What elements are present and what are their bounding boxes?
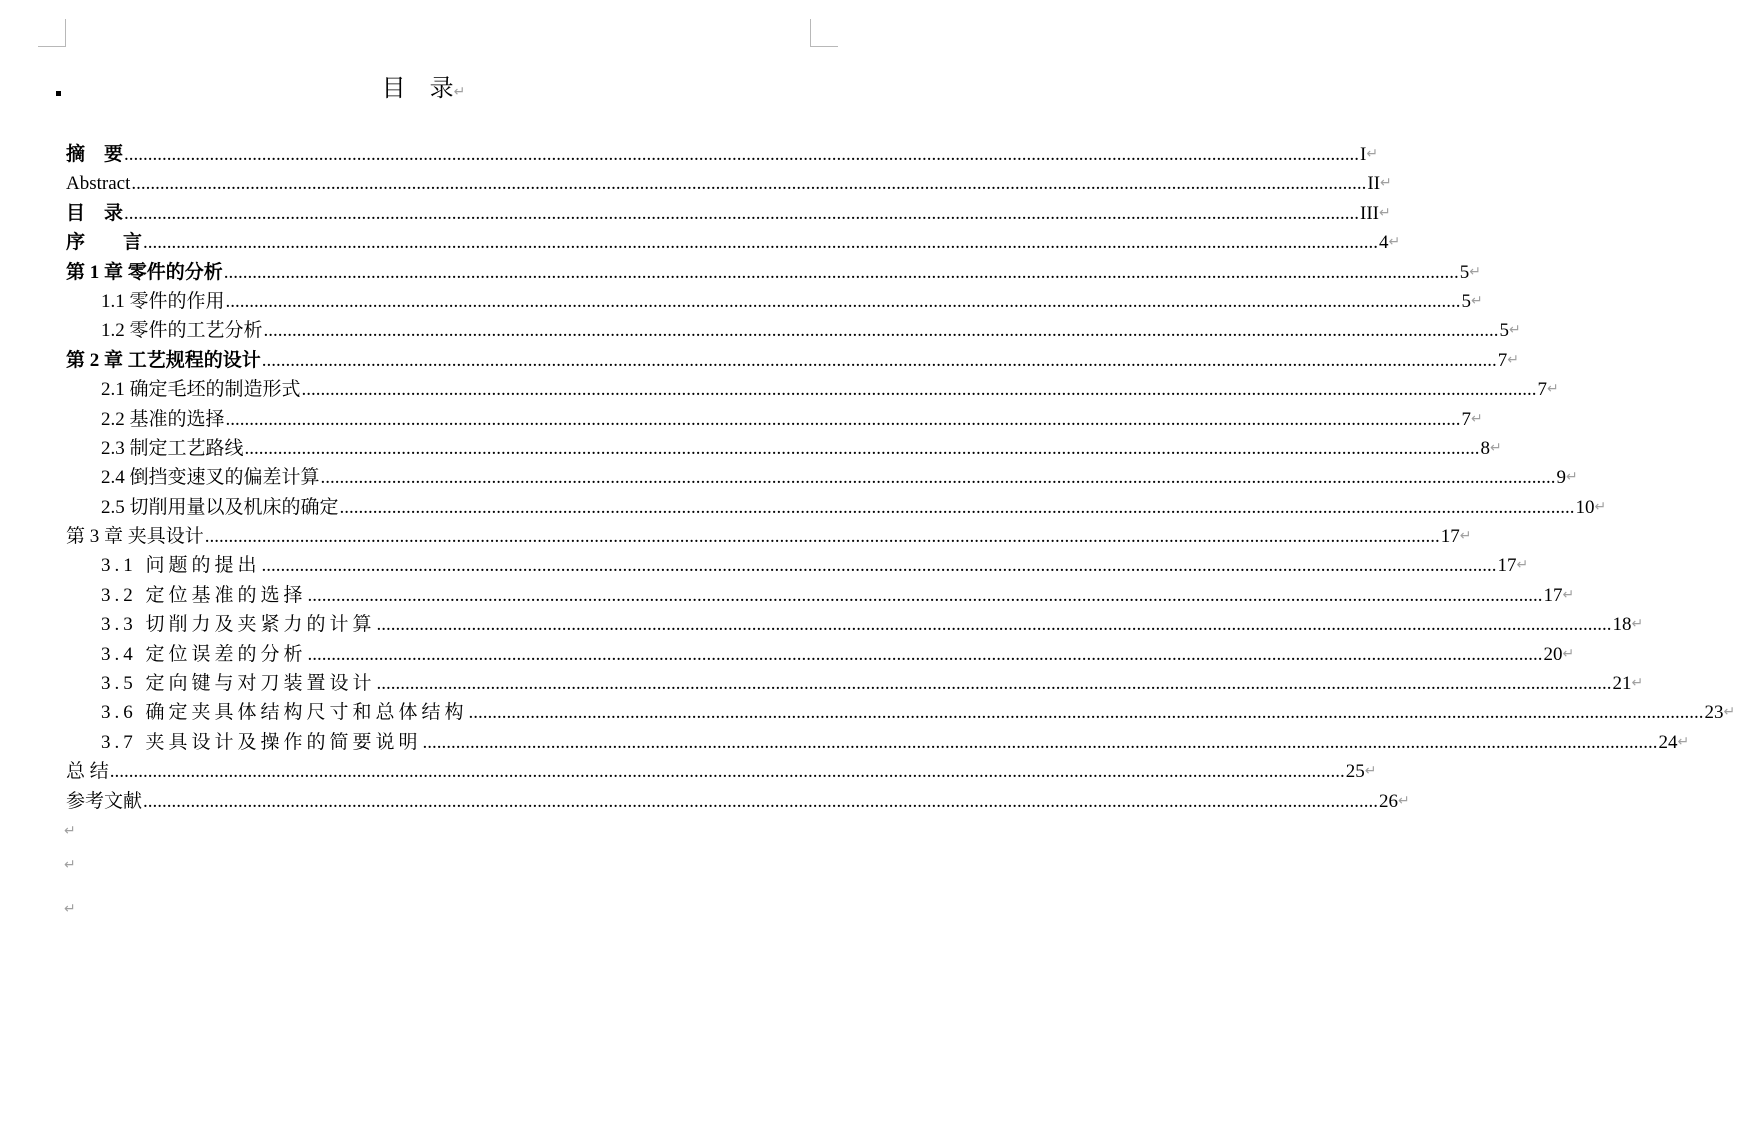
toc-entry-label: 3.2 定位基准的选择 xyxy=(101,584,307,606)
toc-dot-leader: .................................................................................................................................................................................................................................................................... xyxy=(307,584,1543,606)
toc-dot-leader: .................................................................................................................................................................................................................................................................... xyxy=(225,408,1461,430)
toc-dot-leader: .................................................................................................................................................................................................................................................................... xyxy=(124,202,1360,224)
paragraph-return-icon: ↵ xyxy=(1594,498,1607,515)
paragraph-return-icon: ↵ xyxy=(1379,204,1391,221)
paragraph-return-icon: ↵ xyxy=(1631,675,1644,692)
toc-page-number: 5 xyxy=(1461,290,1472,312)
toc-entry-label: 3.3 切削力及夹紧力的计算 xyxy=(101,614,376,636)
page-title xyxy=(0,68,847,103)
toc-entry-label: 2.2 基准的选择 xyxy=(101,408,225,430)
toc-entry[interactable] xyxy=(66,258,1481,287)
toc-page-number: 18 xyxy=(1612,614,1632,636)
toc-entry-label: 2.5 切削用量以及机床的确定 xyxy=(101,496,339,518)
toc-dot-leader: .................................................................................................................................................................................................................................................................... xyxy=(376,614,1612,636)
toc-entry-label: 序 言 xyxy=(66,232,143,254)
empty-paragraph xyxy=(64,856,76,874)
toc-dot-leader: .................................................................................................................................................................................................................................................................... xyxy=(223,261,1459,283)
toc-page-number: 7 xyxy=(1461,408,1472,430)
paragraph-return-icon: ↵ xyxy=(1490,439,1502,456)
toc-entry[interactable] xyxy=(66,493,1607,522)
toc-entry-label: 2.1 确定毛坯的制造形式 xyxy=(101,379,301,401)
toc-entry[interactable] xyxy=(66,199,1391,228)
empty-paragraph xyxy=(64,822,76,840)
toc-entry-label: 摘 要 xyxy=(66,144,124,165)
toc-page-number: II xyxy=(1367,173,1381,195)
toc-page-number: 10 xyxy=(1575,496,1595,518)
paragraph-return-icon: ↵ xyxy=(1364,763,1377,780)
paragraph-return-icon: ↵ xyxy=(1459,528,1472,545)
paragraph-return-icon: ↵ xyxy=(1516,557,1529,574)
paragraph-return-icon: ↵ xyxy=(1469,263,1481,280)
page-corner-mark-top-right xyxy=(810,19,838,47)
empty-paragraph xyxy=(64,900,76,918)
toc-dot-leader: .................................................................................................................................................................................................................................................................... xyxy=(143,790,1379,812)
toc-entry[interactable] xyxy=(66,669,1644,698)
toc-dot-leader: .................................................................................................................................................................................................................................................................... xyxy=(124,144,1360,165)
toc-page-number: 5 xyxy=(1459,261,1470,283)
toc-dot-leader: .................................................................................................................................................................................................................................................................... xyxy=(301,379,1537,401)
toc-entry[interactable] xyxy=(66,375,1559,404)
toc-dot-leader: .................................................................................................................................................................................................................................................................... xyxy=(422,731,1658,753)
toc-page-number: 7 xyxy=(1497,349,1508,371)
paragraph-return-icon: ↵ xyxy=(64,857,76,873)
toc-dot-leader: .................................................................................................................................................................................................................................................................... xyxy=(263,320,1499,342)
toc-page-number: 8 xyxy=(1480,437,1491,459)
toc-entry-label: 3.5 定向键与对刀装置设计 xyxy=(101,673,376,695)
toc-page-number: 26 xyxy=(1379,790,1399,812)
paragraph-return-icon: ↵ xyxy=(1547,381,1559,398)
paragraph-return-icon: ↵ xyxy=(1631,616,1644,633)
toc-entry[interactable] xyxy=(66,316,1521,345)
paragraph-return-icon: ↵ xyxy=(1562,645,1575,662)
paragraph-return-icon: ↵ xyxy=(1388,234,1401,251)
toc-entry-label: 总 结 xyxy=(66,761,109,783)
toc-page-number: 7 xyxy=(1537,379,1548,401)
toc-entry[interactable] xyxy=(66,169,1392,198)
toc-dot-leader: .................................................................................................................................................................................................................................................................... xyxy=(468,702,1704,724)
paragraph-return-icon: ↵ xyxy=(64,901,76,917)
toc-page-number: 17 xyxy=(1543,584,1563,606)
toc-entry[interactable] xyxy=(66,346,1519,375)
toc-page-number: 25 xyxy=(1345,761,1365,783)
toc-dot-leader: .................................................................................................................................................................................................................................................................... xyxy=(204,526,1440,548)
paragraph-return-icon: ↵ xyxy=(1380,175,1392,192)
toc-entry-label: 2.4 倒挡变速叉的偏差计算 xyxy=(101,467,320,489)
toc-entry[interactable] xyxy=(66,405,1483,434)
toc-entry[interactable] xyxy=(66,463,1578,492)
paragraph-return-icon: ↵ xyxy=(1562,586,1575,603)
toc-entry-label: 第 2 章 工艺规程的设计 xyxy=(66,349,261,371)
toc-entry[interactable] xyxy=(66,522,1472,551)
toc-entry[interactable] xyxy=(66,140,1379,169)
paragraph-return-icon: ↵ xyxy=(1677,733,1690,750)
toc-page-number: 9 xyxy=(1556,467,1567,489)
toc-page-number: 17 xyxy=(1440,526,1460,548)
paragraph-return-icon: ↵ xyxy=(64,823,76,839)
toc-page-number: 17 xyxy=(1497,555,1517,577)
toc-page-number: 24 xyxy=(1658,731,1678,753)
toc-entry-label: 第 1 章 零件的分析 xyxy=(66,261,223,283)
toc-entry-label: 1.1 零件的作用 xyxy=(101,290,225,312)
toc-entry-label: 3.4 定位误差的分析 xyxy=(101,643,307,665)
toc-entry[interactable] xyxy=(66,434,1502,463)
paragraph-return-icon: ↵ xyxy=(1723,704,1736,721)
toc-entry[interactable] xyxy=(66,581,1575,610)
toc-dot-leader: .................................................................................................................................................................................................................................................................... xyxy=(339,496,1575,518)
toc-dot-leader: .................................................................................................................................................................................................................................................................... xyxy=(143,232,1379,254)
toc-entry-label: 3.7 夹具设计及操作的简要说明 xyxy=(101,731,422,753)
toc-entry-label: 目 录 xyxy=(66,202,124,224)
toc-entry-label: 2.3 制定工艺路线 xyxy=(101,437,244,459)
toc-page-number: I xyxy=(1360,144,1367,165)
toc-dot-leader: .................................................................................................................................................................................................................................................................... xyxy=(261,349,1497,371)
toc-entry-label: 第 3 章 夹具设计 xyxy=(66,526,204,548)
page-title-text: 目 录 xyxy=(381,74,454,102)
toc-dot-leader: .................................................................................................................................................................................................................................................................... xyxy=(109,761,1345,783)
toc-entry[interactable] xyxy=(66,287,1483,316)
toc-page-number: III xyxy=(1360,202,1379,224)
page-corner-mark-top-left xyxy=(38,19,66,47)
toc-entry-label: 3.6 确定夹具体结构尺寸和总体结构 xyxy=(101,702,468,724)
toc-dot-leader: .................................................................................................................................................................................................................................................................... xyxy=(320,467,1556,489)
paragraph-return-icon: ↵ xyxy=(1507,351,1519,368)
toc-entry-label: 参考文献 xyxy=(66,790,143,812)
toc-page-number: 23 xyxy=(1704,702,1724,724)
toc-page-number: 20 xyxy=(1543,643,1563,665)
toc-page-number: 21 xyxy=(1612,673,1632,695)
toc-dot-leader: .................................................................................................................................................................................................................................................................... xyxy=(307,643,1543,665)
paragraph-return-icon: ↵ xyxy=(1366,146,1379,162)
paragraph-return-icon: ↵ xyxy=(453,84,466,100)
toc-dot-leader: .................................................................................................................................................................................................................................................................... xyxy=(131,173,1367,195)
toc-page-number: 5 xyxy=(1499,320,1510,342)
paragraph-return-icon: ↵ xyxy=(1471,410,1483,427)
table-of-contents xyxy=(66,140,1736,816)
toc-entry[interactable] xyxy=(66,787,1410,816)
toc-dot-leader: .................................................................................................................................................................................................................................................................... xyxy=(244,437,1480,459)
paragraph-return-icon: ↵ xyxy=(1566,469,1578,486)
paragraph-return-icon: ↵ xyxy=(1471,292,1483,309)
paragraph-return-icon: ↵ xyxy=(1398,792,1410,809)
toc-entry[interactable] xyxy=(66,228,1401,257)
toc-entry-label: Abstract xyxy=(66,173,131,195)
paragraph-return-icon: ↵ xyxy=(1509,322,1521,339)
toc-dot-leader: .................................................................................................................................................................................................................................................................... xyxy=(225,290,1461,312)
toc-dot-leader: .................................................................................................................................................................................................................................................................... xyxy=(376,673,1612,695)
toc-entry[interactable] xyxy=(66,757,1377,786)
toc-dot-leader: .................................................................................................................................................................................................................................................................... xyxy=(261,555,1497,577)
toc-entry[interactable] xyxy=(66,698,1736,727)
toc-entry-label: 3.1 问题的提出 xyxy=(101,555,261,577)
toc-entry-label: 1.2 零件的工艺分析 xyxy=(101,320,263,342)
toc-entry[interactable] xyxy=(66,640,1575,669)
toc-page-number: 4 xyxy=(1379,232,1389,254)
toc-entry[interactable] xyxy=(66,551,1529,580)
toc-entry[interactable] xyxy=(66,610,1644,639)
toc-entry[interactable] xyxy=(66,728,1690,757)
